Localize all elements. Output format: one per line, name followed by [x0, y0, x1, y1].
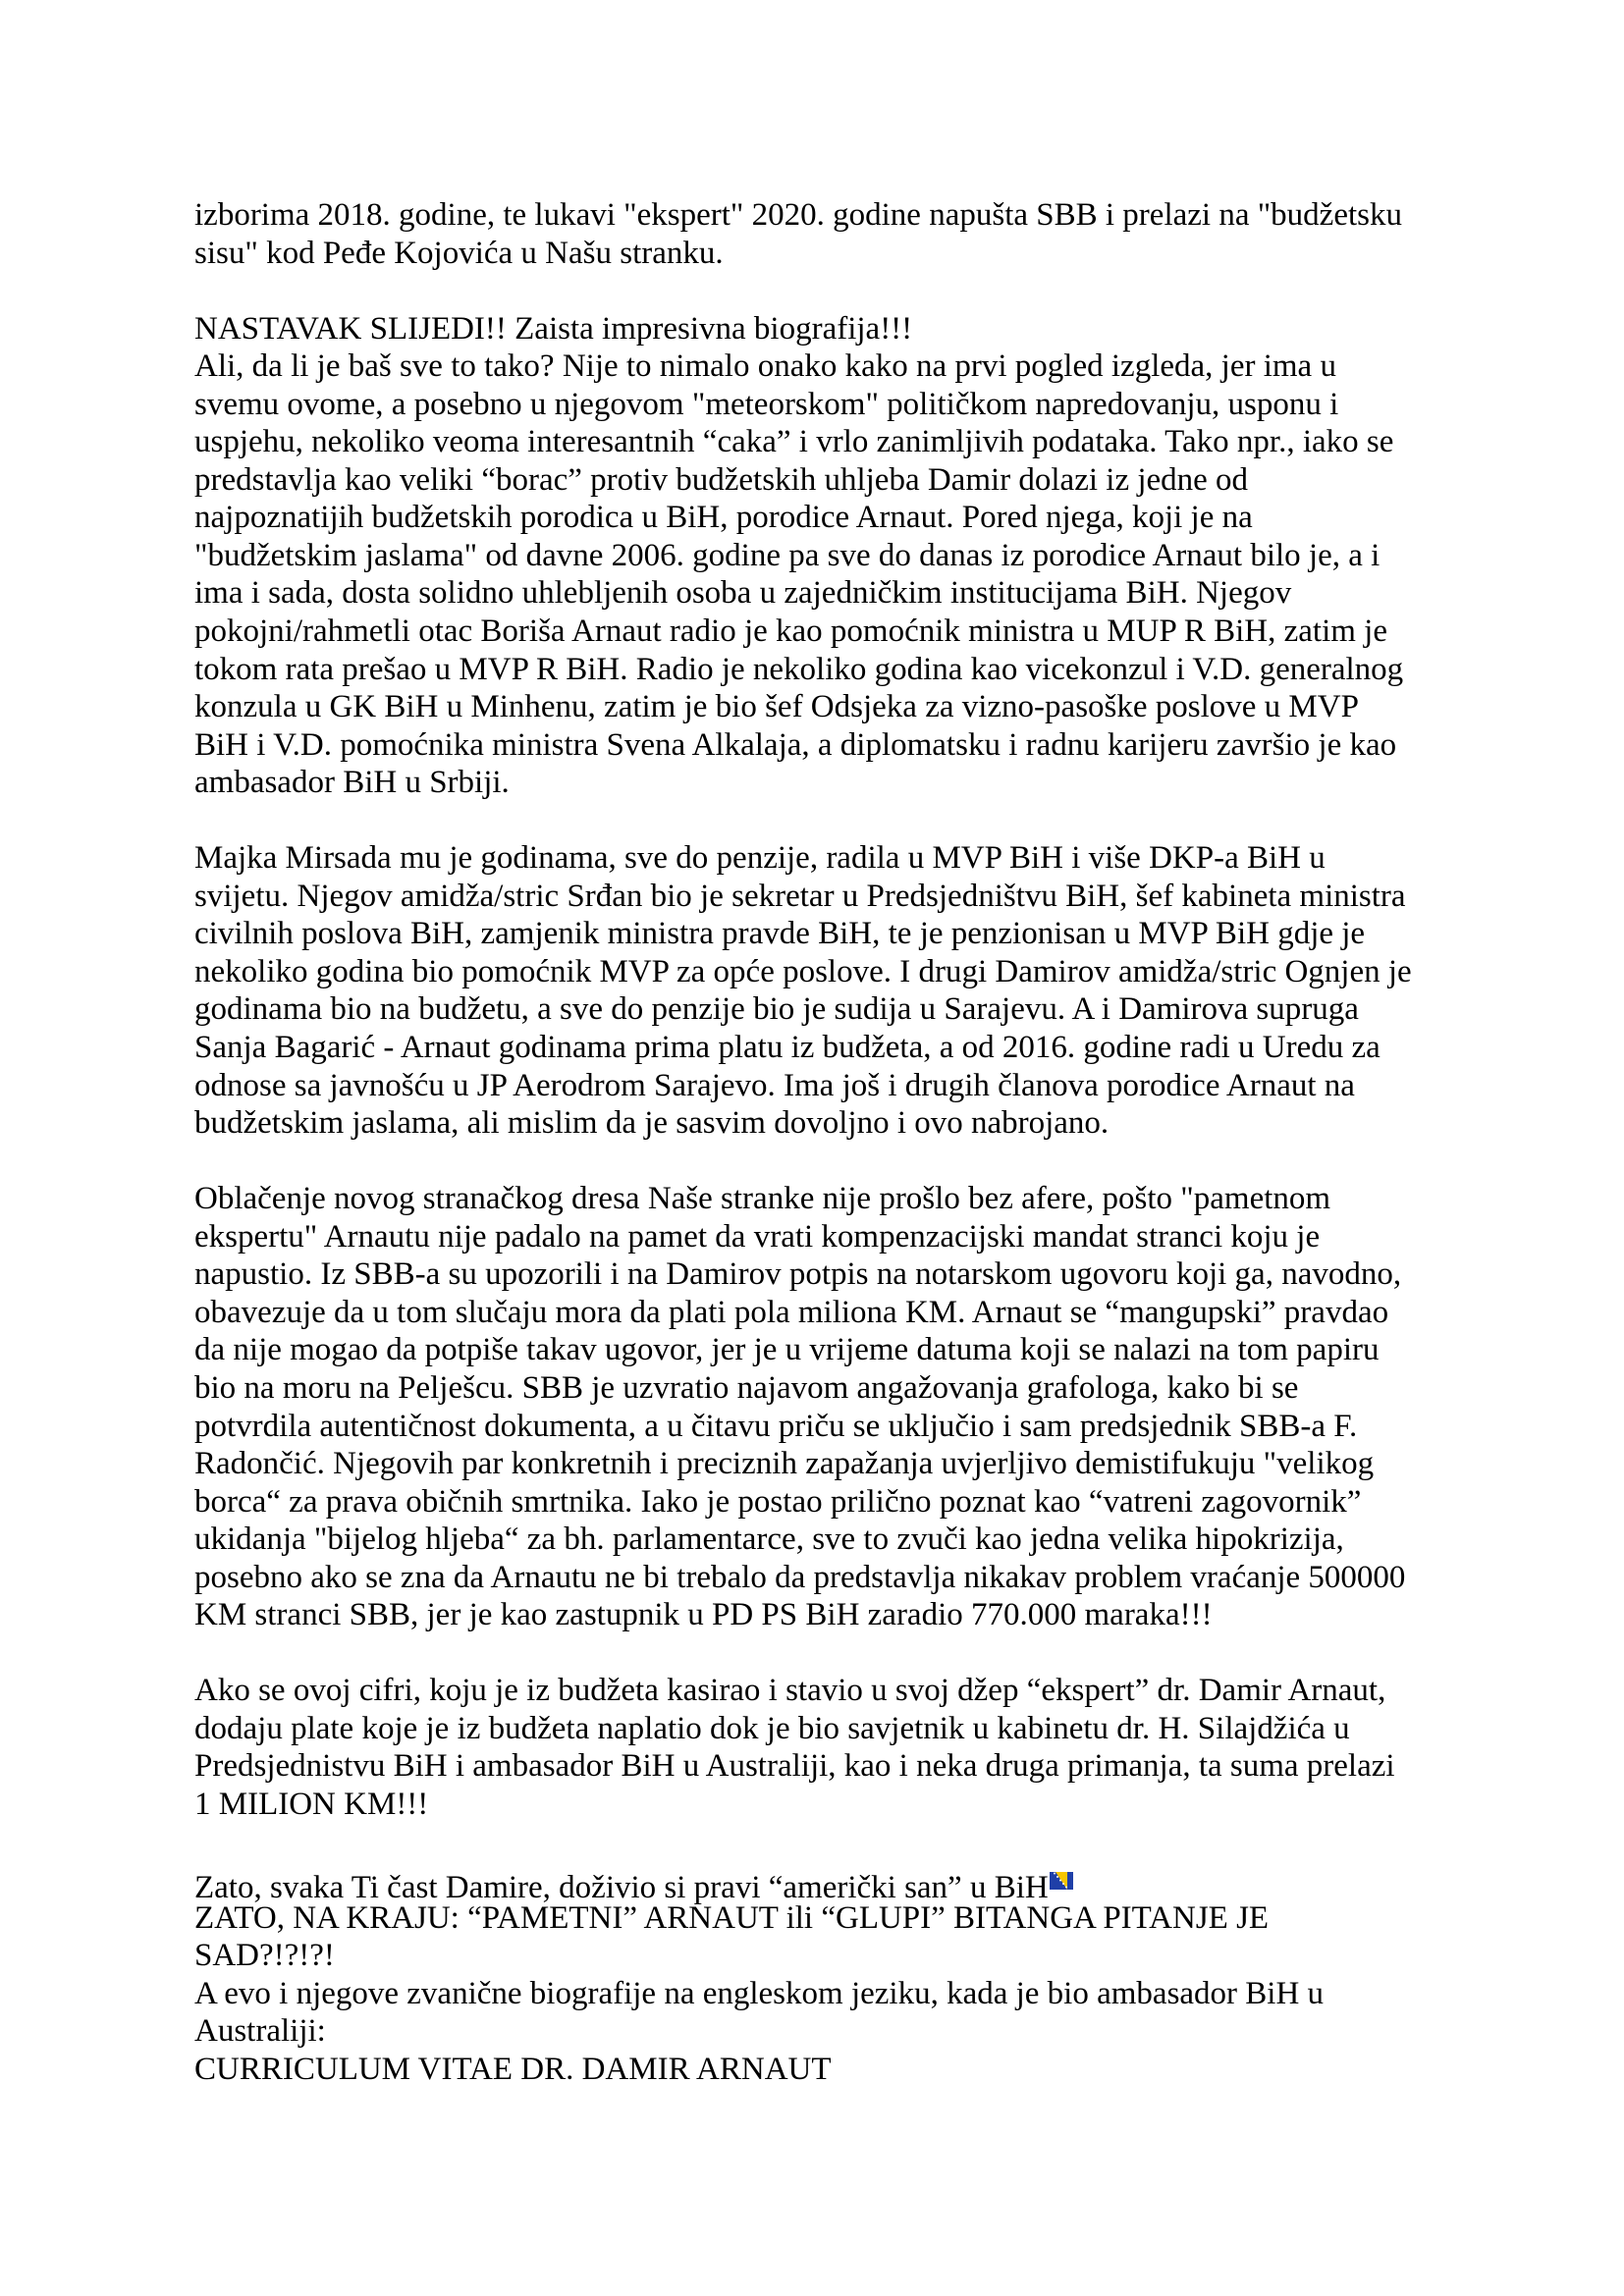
- text-line: [194, 2051, 1471, 2089]
- text-line: [194, 1710, 1471, 1748]
- text-line: [194, 1786, 1471, 1824]
- line-text: Ako se ovoj cifri, koju je iz budžeta kasirao i stavio u svoj džep “ekspert” dr. Damir Arnaut,: [194, 1673, 1386, 1709]
- line-text: Australiji:: [194, 2013, 326, 2050]
- line-text: budžetskim jaslama, ali mislim da je sasvim dovoljno i ovo nabrojano.: [194, 1105, 1110, 1142]
- text-line: [194, 915, 1471, 953]
- line-text: NASTAVAK SLIJEDI!! Zaista impresivna biografija!!!: [194, 310, 913, 347]
- text-line: [194, 1747, 1471, 1786]
- line-text: tokom rata prešao u MVP R BiH. Radio je nekoliko godina kao vicekonzul i V.D. generalnog: [194, 651, 1404, 687]
- line-text: Sanja Bagarić - Arnaut godinama prima platu iz budžeta, a od 2016. godine radi u Uredu za: [194, 1030, 1380, 1066]
- line-text: nekoliko godina bio pomoćnik MVP za opće poslove. I drugi Damirov amidža/stric Ognjen je: [194, 953, 1412, 989]
- text-line: [194, 990, 1471, 1029]
- text-line: [194, 1559, 1471, 1597]
- paragraph: [194, 1861, 1471, 2088]
- text-line: [194, 1672, 1471, 1710]
- text-line: [194, 499, 1471, 537]
- text-line: [194, 688, 1471, 726]
- line-text: CURRICULUM VITAE DR. DAMIR ARNAUT: [194, 2051, 832, 2087]
- text-line: [194, 1218, 1471, 1256]
- text-line: [194, 1104, 1471, 1143]
- text-line: [194, 1408, 1471, 1446]
- line-text: ekspertu" Arnautu nije padalo na pamet da vrati kompenzacijski mandat stranci koju je: [194, 1218, 1321, 1255]
- text-line: [194, 423, 1471, 461]
- text-line: [194, 1067, 1471, 1105]
- line-text: Majka Mirsada mu je godinama, sve do penzije, radila u MVP BiH i više DKP-a BiH u: [194, 840, 1326, 877]
- paragraph-spacer: [194, 1634, 1471, 1673]
- line-text: pokojni/rahmetli otac Boriša Arnaut radio je kao pomoćnik ministra u MUP R BiH, zatim je: [194, 614, 1387, 650]
- text-line: [194, 1937, 1471, 1975]
- line-text: bio na moru na Pelješcu. SBB je uzvratio najavom angažovanja grafologa, kako bi se: [194, 1369, 1299, 1406]
- paragraph: [194, 196, 1471, 272]
- text-line: [194, 1294, 1471, 1332]
- line-text: napustio. Iz SBB-a su upozorili i na Damirov potpis na notarskom ugovoru koji ga, navodno,: [194, 1256, 1402, 1293]
- text-line: [194, 1483, 1471, 1522]
- line-text: 1 MILION KM!!!: [194, 1786, 429, 1822]
- text-line: [194, 1255, 1471, 1294]
- text-line: [194, 310, 1471, 348]
- text-line: [194, 347, 1471, 386]
- line-text: svijetu. Njegov amidža/stric Srđan bio je sekretar u Predsjedništvu BiH, šef kabineta ministra: [194, 878, 1406, 914]
- line-text: BiH i V.D. pomoćnika ministra Svena Alkalaja, a diplomatsku i radnu karijeru završio je kao: [194, 726, 1397, 763]
- line-text: konzula u GK BiH u Minhenu, zatim je bio šef Odsjeka za vizno-pasoške poslove u MVP: [194, 689, 1359, 725]
- line-text: Oblačenje novog stranačkog dresa Naše stranke nije prošlo bez afere, pošto "pametnom: [194, 1181, 1331, 1217]
- text-line: [194, 839, 1471, 878]
- text-line: [194, 1180, 1471, 1218]
- document-body: [194, 196, 1471, 2088]
- line-text: odnose sa javnošću u JP Aerodrom Sarajevo. Ima još i drugih članova porodice Arnaut na: [194, 1067, 1355, 1103]
- text-line: [194, 235, 1471, 273]
- paragraph-spacer: [194, 1143, 1471, 1181]
- line-text: obavezuje da u tom slučaju mora da plati pola miliona KM. Arnaut se “mangupski” pravdao: [194, 1294, 1389, 1330]
- line-text: svemu ovome, a posebno u njegovom "meteorskom" političkom napredovanju, usponu i: [194, 386, 1339, 422]
- line-text: ima i sada, dosta solidno uhlebljenih osoba u zajedničkim institucijama BiH. Njegov: [194, 575, 1292, 612]
- line-text: predstavlja kao veliki “borac” protiv budžetskih uhljeba Damir dolazi iz jedne od: [194, 461, 1249, 498]
- text-line: [194, 764, 1471, 802]
- paragraph: [194, 1180, 1471, 1634]
- text-line: [194, 574, 1471, 613]
- line-text: posebno ako se zna da Arnautu ne bi trebalo da predstavlja nikakav problem vraćanje 500000: [194, 1559, 1406, 1595]
- paragraph-spacer: [194, 272, 1471, 310]
- paragraph-spacer: [194, 802, 1471, 840]
- text-line: [194, 726, 1471, 765]
- line-text: A evo i njegove zvanične biografije na engleskom jeziku, kada je bio ambasador BiH u: [194, 1975, 1325, 2011]
- line-text: "budžetskim jaslama" od davne 2006. godine pa sve do danas iz porodice Arnaut bilo je, a i: [194, 537, 1380, 573]
- text-line: [194, 1029, 1471, 1067]
- line-text: Predsjednistvu BiH i ambasador BiH u Australiji, kao i neka druga primanja, ta suma prelazi: [194, 1748, 1395, 1785]
- text-line: [194, 461, 1471, 500]
- text-line: [194, 878, 1471, 916]
- line-text: godinama bio na budžetu, a sve do penzije bio je sudija u Sarajevu. A i Damirova supruga: [194, 991, 1359, 1028]
- text-line: [194, 953, 1471, 991]
- line-text: SAD?!?!?!: [194, 1938, 335, 1974]
- paragraph-spacer: [194, 1824, 1471, 1862]
- line-text: da nije mogao da potpiše takav ugovor, jer je u vrijeme datuma koji se nalazi na tom papiru: [194, 1332, 1380, 1368]
- text-line: [194, 196, 1471, 235]
- line-text: ZATO, NA KRAJU: “PAMETNI” ARNAUT ili “GLUPI” BITANGA PITANJE JE: [194, 1899, 1270, 1936]
- text-line: [194, 1369, 1471, 1408]
- text-line: [194, 1521, 1471, 1559]
- line-text: Ali, da li je baš sve to tako? Nije to nimalo onako kako na prvi pogled izgleda, jer ima u: [194, 348, 1336, 385]
- paragraph: [194, 310, 1471, 802]
- text-line: [194, 613, 1471, 651]
- text-line: [194, 1899, 1471, 1938]
- line-text: civilnih poslova BiH, zamjenik ministra pravde BiH, te je penzionisan u MVP BiH gdje je: [194, 916, 1366, 952]
- line-text: ukidanja "bijelog hljeba“ za bh. parlamentarce, sve to zvuči kao jedna velika hipokrizija,: [194, 1522, 1344, 1558]
- line-text: izborima 2018. godine, te lukavi "ekspert" 2020. godine napušta SBB i prelazi na "budžetsku: [194, 197, 1402, 233]
- text-line: [194, 1596, 1471, 1634]
- text-line: [194, 537, 1471, 575]
- bih-flag-icon: [1050, 1861, 1073, 1879]
- line-text: KM stranci SBB, jer je kao zastupnik u PD PS BiH zaradio 770.000 maraka!!!: [194, 1597, 1213, 1633]
- line-text: Zato, svaka Ti čast Damire, doživio si pravi “američki san” u BiH: [194, 1870, 1049, 1906]
- line-text: uspjehu, nekoliko veoma interesantnih “caka” i vrlo zanimljivih podataka. Tako npr., iako se: [194, 424, 1394, 460]
- text-line: [194, 1331, 1471, 1369]
- paragraph: [194, 1672, 1471, 1823]
- line-text: najpoznatijih budžetskih porodica u BiH, porodice Arnaut. Pored njega, koji je na: [194, 500, 1253, 536]
- line-text: potvrdila autentičnost dokumenta, a u čitavu priču se uključio i sam predsjednik SBB-a F.: [194, 1408, 1358, 1444]
- paragraph: [194, 839, 1471, 1142]
- text-line: [194, 1975, 1471, 2013]
- text-line: [194, 386, 1471, 424]
- line-text: ambasador BiH u Srbiji.: [194, 765, 510, 801]
- line-text: Radončić. Njegovih par konkretnih i preciznih zapažanja uvjerljivo demistifukuju "velikog: [194, 1446, 1375, 1482]
- line-text: borca“ za prava običnih smrtnika. Iako je postao prilično poznat kao “vatreni zagovornik”: [194, 1483, 1362, 1520]
- text-line: [194, 1861, 1471, 1906]
- line-text: sisu" kod Peđe Kojovića u Našu stranku.: [194, 235, 724, 271]
- text-line: [194, 2012, 1471, 2051]
- text-line: [194, 651, 1471, 689]
- line-text: dodaju plate koje je iz budžeta naplatio dok je bio savjetnik u kabinetu dr. H. Silajdžića u: [194, 1710, 1350, 1746]
- text-line: [194, 1445, 1471, 1483]
